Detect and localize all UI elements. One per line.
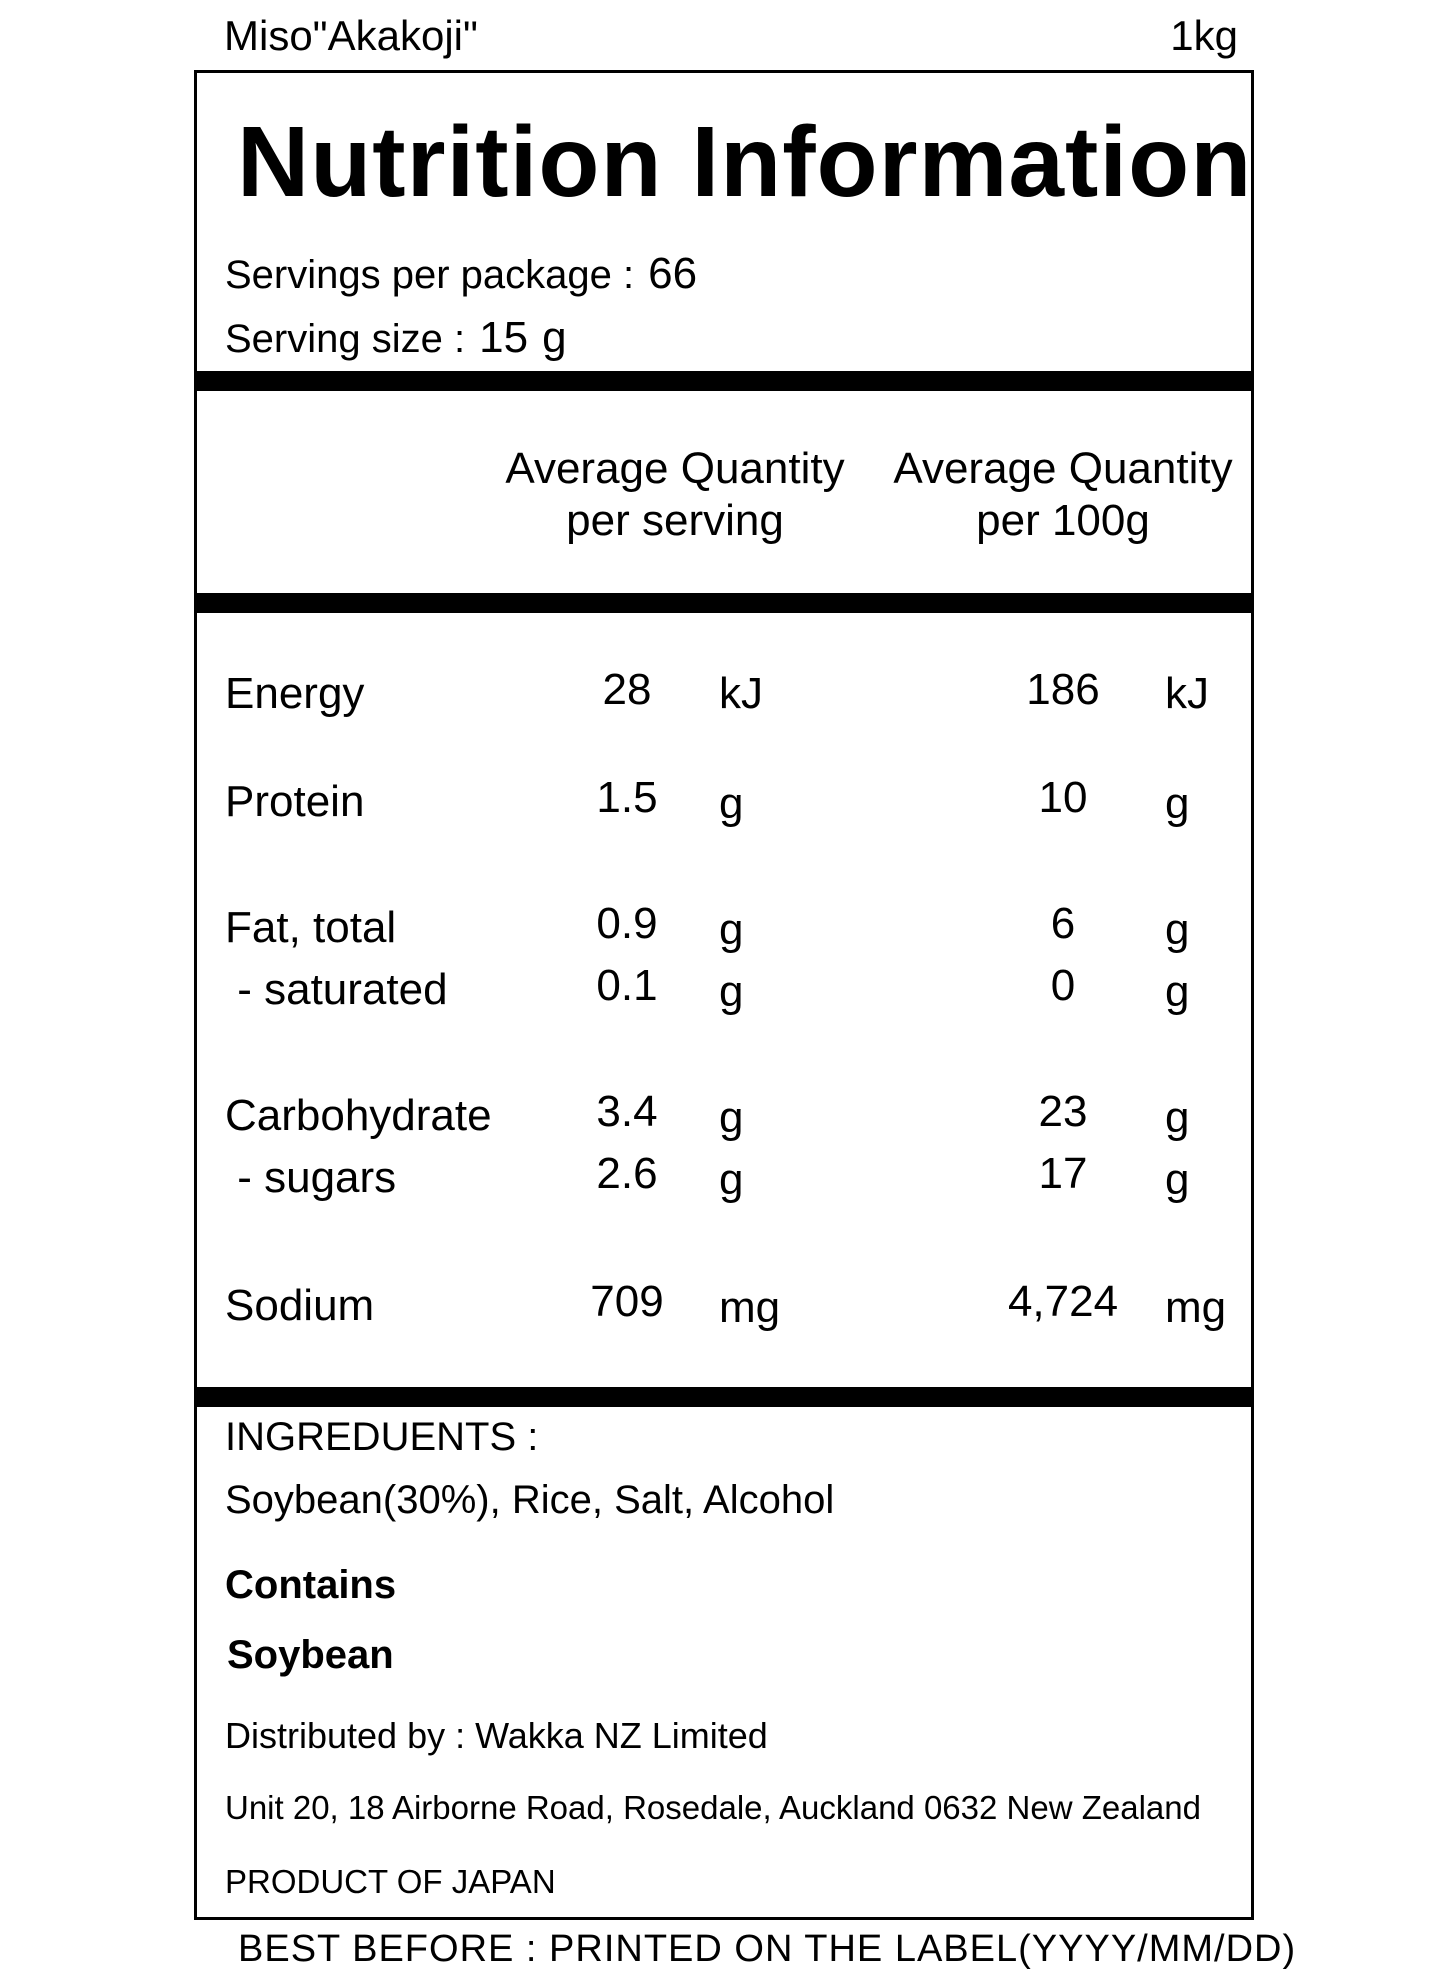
serving-size-line: [225, 313, 567, 363]
ingredients-text: Soybean(30%), Rice, Salt, Alcohol: [225, 1478, 835, 1522]
distributor-address: Unit 20, 18 Airborne Road, Rosedale, Auckland 0632 New Zealand: [225, 1789, 1201, 1826]
nutrient-per-100g: 0: [1050, 961, 1076, 1010]
nutrient-label: Carbohydrate: [225, 1091, 492, 1140]
nutrient-100g-unit: g: [1165, 779, 1190, 828]
nutrient-100g-unit: mg: [1165, 1283, 1227, 1332]
nutrient-serving-unit: g: [719, 967, 744, 1016]
column-heading-per-serving: [475, 443, 875, 547]
country-of-origin: PRODUCT OF JAPAN: [225, 1863, 556, 1900]
nutrient-per-100g: 23: [1038, 1087, 1088, 1136]
nutrient-label: Energy: [225, 669, 365, 718]
serving-size-unit: g: [542, 313, 567, 362]
nutrient-serving-unit: kJ: [719, 669, 763, 718]
column-heading-per-100g-line2: per 100g: [976, 496, 1150, 545]
net-weight: 1kg: [1170, 12, 1238, 59]
divider-rule: [197, 371, 1251, 391]
contains-label: Contains: [225, 1563, 397, 1607]
distributor-line: Distributed by : Wakka NZ Limited: [225, 1715, 768, 1756]
column-heading-per-100g: [863, 443, 1263, 547]
best-before-note: BEST BEFORE : PRINTED ON THE LABEL(YYYY/MM/DD): [238, 1928, 1297, 1970]
nutrient-100g-unit: g: [1165, 1155, 1190, 1204]
nutrient-label: Fat, total: [225, 903, 397, 952]
serving-size-value: 15: [479, 313, 529, 362]
nutrition-panel: [194, 70, 1254, 1920]
servings-per-package-value: 66: [648, 249, 698, 298]
nutrient-serving-unit: mg: [719, 1283, 781, 1332]
nutrient-label: - sugars: [225, 1153, 397, 1202]
nutrient-100g-unit: g: [1165, 967, 1190, 1016]
nutrient-serving-unit: g: [719, 779, 744, 828]
nutrient-per-100g: 6: [1050, 899, 1076, 948]
servings-per-package-line: [225, 249, 697, 299]
ingredients-heading: INGREDUENTS :: [225, 1415, 539, 1459]
divider-rule: [197, 1387, 1251, 1407]
nutrient-per-100g: 186: [1026, 665, 1100, 714]
nutrient-per-serving: 0.1: [596, 961, 658, 1010]
column-heading-per-serving-line2: per serving: [566, 496, 784, 545]
servings-per-package-label: Servings per package :: [225, 253, 635, 297]
nutrient-per-serving: 1.5: [596, 773, 658, 822]
nutrient-serving-unit: g: [719, 1093, 744, 1142]
nutrient-per-serving: 709: [590, 1277, 664, 1326]
nutrient-per-100g: 4,724: [1007, 1277, 1119, 1326]
nutrient-label: - saturated: [225, 965, 448, 1014]
nutrient-100g-unit: g: [1165, 905, 1190, 954]
column-heading-per-serving-line1: Average Quantity: [505, 444, 845, 493]
product-name: Miso"Akakoji": [224, 12, 478, 59]
nutrient-100g-unit: g: [1165, 1093, 1190, 1142]
nutrient-per-serving: 0.9: [596, 899, 658, 948]
nutrient-per-serving: 3.4: [596, 1087, 658, 1136]
column-heading-per-100g-line1: Average Quantity: [893, 444, 1233, 493]
nutrient-per-100g: 17: [1038, 1149, 1088, 1198]
serving-size-label: Serving size :: [225, 317, 466, 361]
panel-title: Nutrition Information: [237, 106, 1253, 218]
allergen-text: Soybean: [227, 1633, 394, 1677]
nutrient-per-serving: 28: [602, 665, 652, 714]
nutrient-serving-unit: g: [719, 1155, 744, 1204]
divider-rule: [197, 593, 1251, 613]
nutrient-serving-unit: g: [719, 905, 744, 954]
nutrient-per-serving: 2.6: [596, 1149, 658, 1198]
nutrient-100g-unit: kJ: [1165, 669, 1209, 718]
nutrient-label: Protein: [225, 777, 365, 826]
nutrient-per-100g: 10: [1038, 773, 1088, 822]
nutrient-label: Sodium: [225, 1281, 375, 1330]
